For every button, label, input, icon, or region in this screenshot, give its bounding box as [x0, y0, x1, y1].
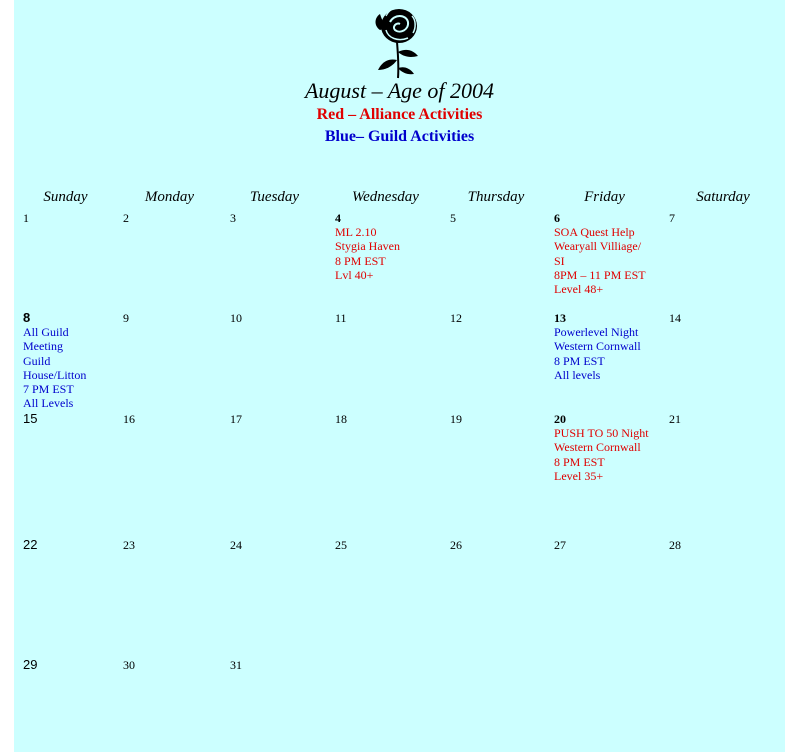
day-cell: [554, 538, 566, 552]
event-line: 7 PM EST: [23, 382, 74, 397]
day-cell: [335, 538, 347, 552]
day-cell: [23, 412, 37, 426]
event-line: Stygia Haven: [335, 239, 400, 254]
event-line: PUSH TO 50 Night: [554, 426, 649, 441]
day-number: 17: [230, 412, 242, 426]
day-number: 1: [23, 211, 29, 225]
weekday-thursday: Thursday: [467, 189, 525, 205]
day-number: 28: [669, 538, 681, 552]
day-cell: [450, 538, 462, 552]
day-cell: [669, 538, 681, 552]
day-number: 14: [669, 311, 681, 325]
rose-icon: [368, 0, 428, 80]
weekday-saturday: Saturday: [696, 189, 750, 205]
day-number: 25: [335, 538, 347, 552]
day-cell: [450, 211, 456, 225]
day-number: 2: [123, 211, 129, 225]
weekday-sunday: Sunday: [43, 189, 88, 205]
day-number: 4: [335, 211, 341, 225]
day-cell: [335, 311, 347, 325]
day-number: 6: [554, 211, 560, 225]
event-line: Lvl 40+: [335, 267, 374, 282]
weekday-friday: Friday: [584, 189, 625, 205]
weekday-wednesday: Wednesday: [352, 189, 419, 205]
day-cell: [230, 538, 242, 552]
day-number: 7: [669, 211, 675, 225]
event-line: Western Cornwall: [554, 440, 641, 455]
day-cell: [450, 412, 462, 426]
event-line: Level 48+: [554, 282, 604, 297]
day-number: 8: [23, 310, 31, 325]
event-line: ML 2.10: [335, 225, 377, 240]
day-cell: [230, 412, 242, 426]
day-number: 5: [450, 211, 456, 225]
event-line: Powerlevel Night: [554, 325, 639, 340]
day-cell: [23, 538, 37, 552]
day-number: 9: [123, 311, 129, 325]
day-number: 24: [230, 538, 242, 552]
day-cell: [123, 311, 129, 325]
day-number: 13: [554, 311, 566, 325]
day-cell: [230, 211, 236, 225]
event-line: Guild: [23, 353, 51, 368]
day-number: 29: [23, 657, 38, 672]
weekday-monday: Monday: [144, 189, 195, 205]
legend-guild: Blue– Guild Activities: [324, 128, 475, 145]
day-cell: [669, 412, 681, 426]
day-cell: [230, 658, 242, 672]
day-cell: [450, 311, 462, 325]
day-cell: [335, 412, 347, 426]
day-cell-4: [335, 211, 400, 282]
day-number: 20: [554, 412, 566, 426]
day-cell-13: [554, 311, 641, 382]
event-line: Western Cornwall: [554, 339, 641, 354]
event-line: House/Litton: [23, 367, 87, 382]
day-cell: [230, 311, 242, 325]
event-line: Level 35+: [554, 468, 604, 483]
day-number: 10: [230, 311, 242, 325]
day-number: 3: [230, 211, 236, 225]
calendar-page: [14, 0, 785, 752]
day-cell: [23, 211, 29, 225]
day-cell: [23, 658, 37, 672]
day-number: 12: [450, 311, 462, 325]
day-number: 11: [335, 311, 347, 325]
day-number: 21: [669, 412, 681, 426]
day-cell-6: [554, 211, 646, 296]
event-line: All Levels: [23, 396, 74, 411]
day-number: 15: [23, 411, 38, 426]
event-line: SI: [554, 253, 565, 268]
day-number: 30: [123, 658, 135, 672]
day-cell: [123, 412, 135, 426]
event-line: 8PM – 11 PM EST: [554, 267, 646, 282]
event-line: 8 PM EST: [554, 454, 605, 469]
day-number: 19: [450, 412, 462, 426]
weekday-tuesday: Tuesday: [249, 189, 300, 205]
event-line: Meeting: [23, 339, 63, 354]
day-cell: [123, 538, 135, 552]
day-cell: [123, 658, 135, 672]
day-cell: [669, 311, 681, 325]
legend-alliance: Red – Alliance Activities: [316, 106, 483, 123]
day-cell: [123, 211, 129, 225]
day-number: 27: [554, 538, 566, 552]
day-number: 16: [123, 412, 135, 426]
day-number: 31: [230, 658, 242, 672]
event-line: All levels: [554, 367, 601, 382]
day-number: 18: [335, 412, 347, 426]
day-number: 26: [450, 538, 462, 552]
day-cell-8: [23, 311, 86, 410]
day-cell-20: [554, 412, 649, 483]
day-number: 22: [23, 537, 38, 552]
calendar-title: August – Age of 2004: [304, 78, 495, 103]
event-line: 8 PM EST: [335, 253, 386, 268]
event-line: SOA Quest Help: [554, 225, 635, 240]
event-line: All Guild: [23, 325, 69, 340]
day-cell: [669, 211, 675, 225]
event-line: 8 PM EST: [554, 353, 605, 368]
event-line: Wearyall Villiage/: [554, 239, 642, 254]
day-number: 23: [123, 538, 135, 552]
